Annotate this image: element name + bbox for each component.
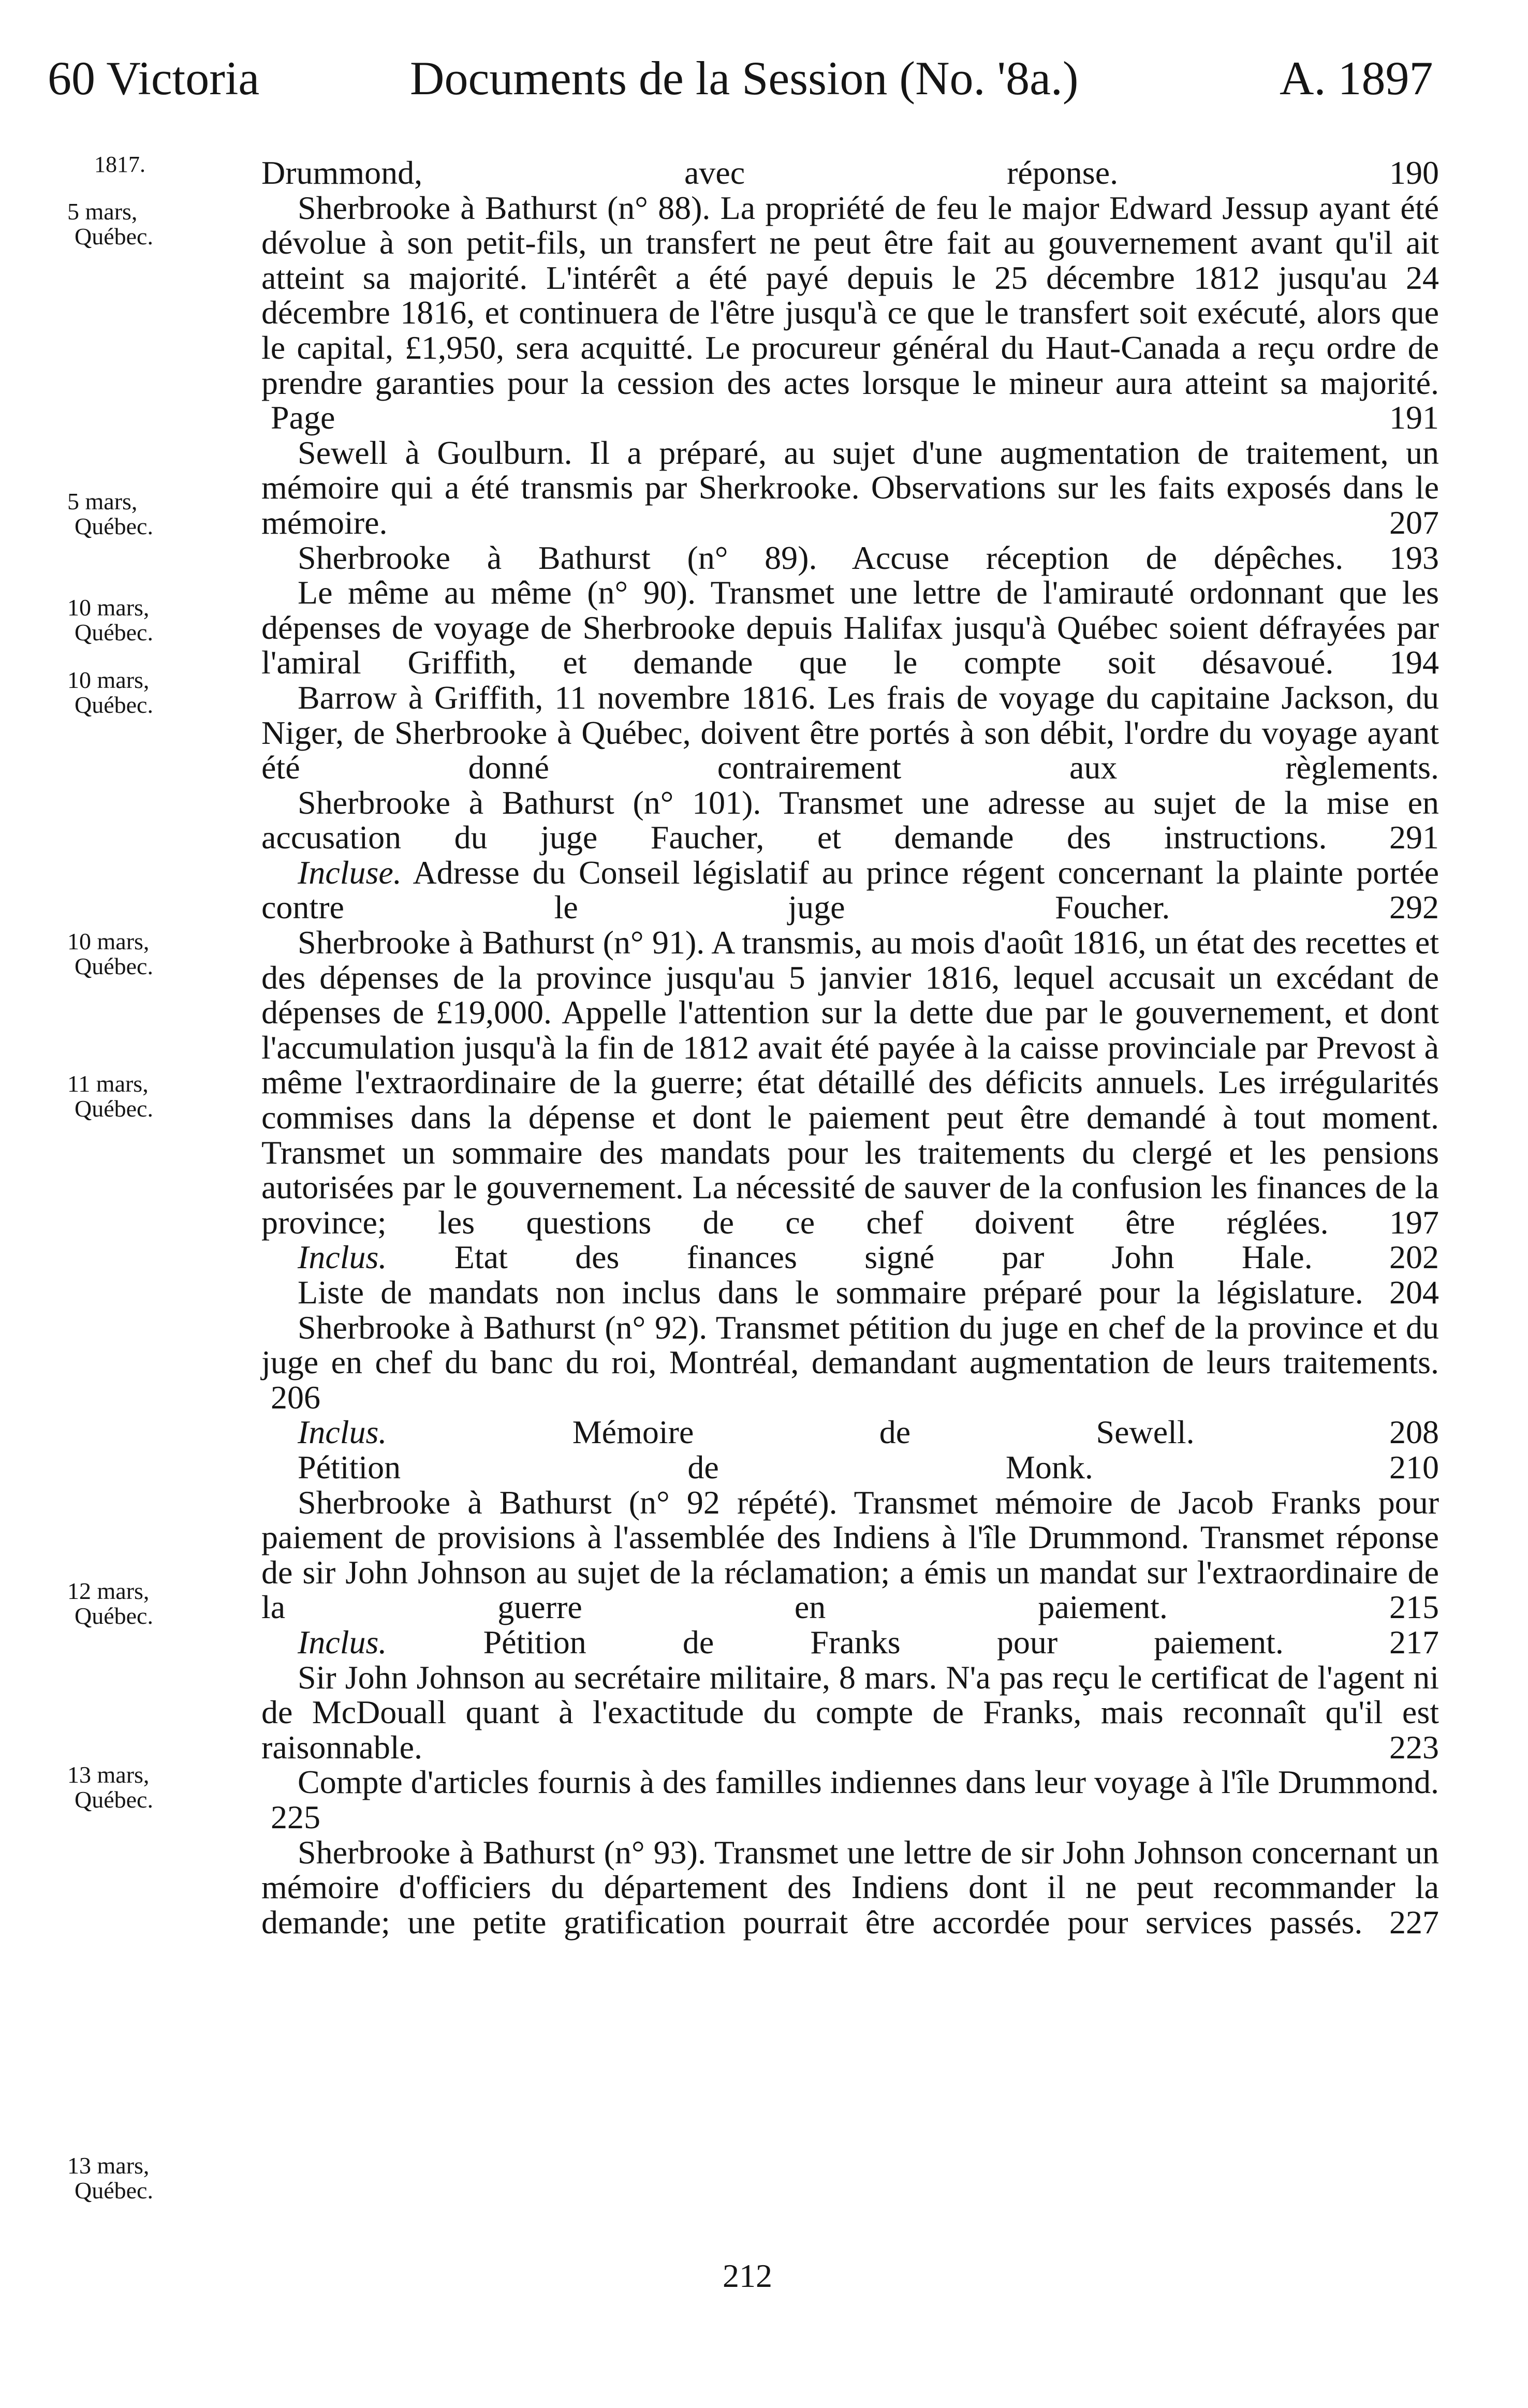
entry: Liste de mandats non inclus dans le sommaire préparé pour la législature. 204	[298, 1274, 1439, 1311]
entry: Sherbrooke à Bathurst (n° 92 répété). Transmet mémoire de Jacob Franks pour paiement de provisions à l'assemblée des Indiens à l'île Drummond. Transmet réponse de sir John Johnson au sujet de la réclamation; a émis un mandat sur l'extraordinaire de la guerre en paiement. 215	[261, 1484, 1439, 1626]
entry: Inclus. Etat des finances signé par John Hale. 202	[298, 1239, 1439, 1276]
margin-date-note: 13 mars, Québec.	[67, 1761, 153, 1813]
margin-date-note: 10 mars, Québec.	[67, 667, 153, 718]
entry: Compte d'articles fournis à des familles indiennes dans leur voyage à l'île Drummond. 225	[271, 1764, 1439, 1836]
margin-date-note: 5 mars, Québec.	[67, 198, 153, 249]
entry: Sherbrooke à Bathurst (n° 89). Accuse réception de dépêches. 193	[298, 539, 1439, 576]
margin-date-note: 5 mars, Québec.	[67, 488, 153, 539]
entry: Sherbrooke à Bathurst (n° 91). A transmis, au mois d'août 1816, un état des recettes et des dépenses de la province jusqu'au 5 janvier 1816, lequel accusait un excédant de dépenses de £19,000. Appelle l'attention sur la dette due par le gouvernement, et dont l'accumulation jusqu'à la fin de 1812 avait été payée à la caisse provinciale par Prevost à même l'extraordinaire de la guerre; état détaillé des déficits annuels. Les irrégularités commises dans la dépense et dont le paiement peut être demandé à tout moment. Transmet un sommaire des mandats pour les traitements du clergé et les pensions autorisées par le gouvernement. La nécessité de sauver de la confusion les finances de la province; les questions de ce chef doivent être réglées. 197	[261, 924, 1439, 1241]
entry: Sherbrooke à Bathurst (n° 92). Transmet pétition du juge en chef de la province et du juge en chef du banc du roi, Montréal, demandant augmentation de leurs traitements. 206	[261, 1309, 1439, 1416]
header-session: 60 Victoria	[48, 52, 260, 105]
margin-date-note: 13 mars, Québec.	[67, 2152, 153, 2204]
margin-date-note: 10 mars, Québec.	[67, 928, 153, 979]
entry: Sir John Johnson au secrétaire militaire, 8 mars. N'a pas reçu le certificat de l'agent ni de McDouall quant à l'exactitude du compte de Franks, mais reconnaît qu'il est raisonnable. 223	[261, 1658, 1439, 1766]
entry: Inclus. Mémoire de Sewell. 208	[298, 1414, 1439, 1451]
running-header	[0, 26, 1528, 105]
header-year: A. 1897	[1280, 52, 1433, 105]
entry: Sherbrooke à Bathurst (n° 88). La propriété de feu le major Edward Jessup ayant été dévolue à son petit-fils, un transfert ne peut être fait au gouvernement avant qu'il ait atteint sa majorité. L'intérêt a été payé depuis le 25 décembre 1812 jusqu'au 24 décembre 1816, et continuera de l'être jusqu'à ce que le transfert soit exécuté, alors que le capital, £1,950, sera acquitté. Le procureur général du Haut-Canada a reçu ordre de prendre garanties pour la cession des actes lorsque le mineur aura atteint sa majorité. Page 191	[261, 189, 1439, 436]
page-number: 212	[723, 2257, 772, 2294]
entry: Le même au même (n° 90). Transmet une lettre de l'amirauté ordonnant que les dépenses de voyage de Sherbrooke depuis Halifax jusqu'à Québec soient défrayées par l'amiral Griffith, et demande que le compte soit désavoué. 194	[261, 574, 1439, 681]
entry: Sherbrooke à Bathurst (n° 101). Transmet une adresse au sujet de la mise en accusation du juge Faucher, et demande des instructions. 291	[261, 784, 1439, 856]
entry: Drummond, avec réponse. 190	[261, 154, 1439, 191]
margin-date-note: 12 mars, Québec.	[67, 1578, 153, 1629]
margin-date-note: 10 mars, Québec.	[67, 594, 153, 645]
entry: Incluse. Adresse du Conseil législatif au prince régent concernant la plainte portée contre le juge Foucher. 292	[261, 854, 1439, 926]
margin-date-note: 11 mars, Québec.	[67, 1070, 153, 1122]
entry: Barrow à Griffith, 11 novembre 1816. Les frais de voyage du capitaine Jackson, du Niger, de Sherbrooke à Québec, doivent être portés à son débit, l'ordre du voyage ayant été donné contrairement aux règlements.	[261, 679, 1439, 786]
entry: Inclus. Pétition de Franks pour paiement. 217	[298, 1623, 1439, 1661]
year-label: 1817.	[94, 152, 145, 177]
entry: Pétition de Monk. 210	[298, 1448, 1439, 1486]
entry: Sewell à Goulburn. Il a préparé, au sujet d'une augmentation de traitement, un mémoire qui a été transmis par Sherkrooke. Observations sur les faits exposés dans le mémoire. 207	[261, 434, 1439, 541]
entry: Sherbrooke à Bathurst (n° 93). Transmet une lettre de sir John Johnson concernant un mémoire d'officiers du département des Indiens dont il ne peut recommander la demande; une petite gratification pourrait être accordée pour services passés. 227	[261, 1833, 1439, 1941]
document-body	[261, 155, 1439, 1940]
header-title: Documents de la Session (No. '8a.)	[410, 52, 1079, 105]
